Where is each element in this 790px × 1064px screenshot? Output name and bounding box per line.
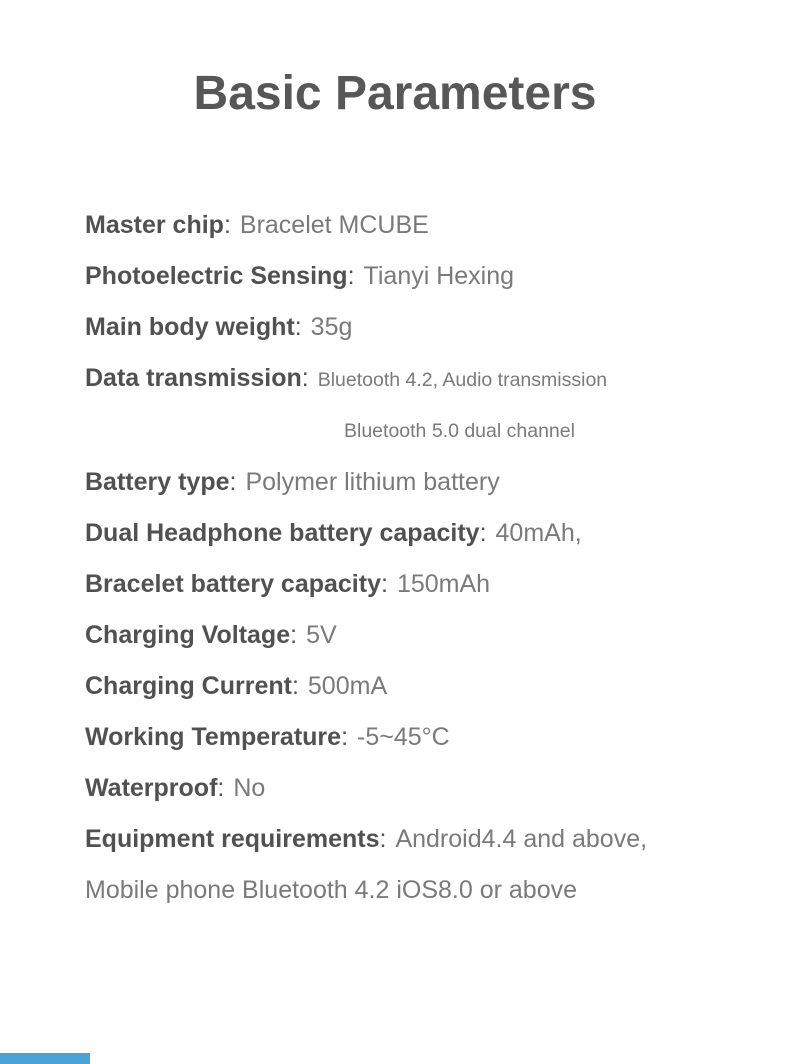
spec-value: Tianyi Hexing — [363, 262, 515, 290]
spec-separator: : — [479, 519, 487, 547]
spec-list — [0, 200, 790, 916]
spec-separator: : — [290, 621, 298, 649]
spec-label: Dual Headphone battery capacity — [85, 519, 480, 547]
spec-value: Android4.4 and above, — [395, 825, 648, 853]
spec-separator: : — [291, 672, 299, 700]
spec-value: -5~45°C — [357, 723, 450, 751]
spec-row-bracelet-battery-capacity — [85, 559, 740, 610]
spec-label: Bracelet battery capacity — [85, 570, 381, 598]
spec-value: Bluetooth 4.2, Audio transmission — [317, 369, 608, 391]
spec-separator: : — [294, 313, 302, 341]
spec-value: 35g — [310, 313, 353, 341]
spec-value: 500mA — [307, 672, 388, 700]
spec-row-main-body-weight — [85, 302, 740, 353]
spec-label: Main body weight — [85, 313, 295, 341]
spec-value: Polymer lithium battery — [245, 468, 500, 496]
spec-label: Equipment requirements — [85, 825, 380, 853]
spec-value: Bracelet MCUBE — [239, 211, 429, 239]
spec-label: Photoelectric Sensing — [85, 262, 348, 290]
spec-row-battery-type — [85, 457, 740, 508]
spec-value: 150mAh — [396, 570, 491, 598]
spec-label: Waterproof — [85, 774, 218, 802]
spec-row-charging-current — [85, 661, 740, 712]
spec-row-data-transmission — [85, 353, 740, 457]
spec-value: No — [233, 774, 266, 802]
spec-separator: : — [217, 774, 225, 802]
spec-row-photoelectric-sensing — [85, 251, 740, 302]
spec-separator: : — [223, 211, 231, 239]
section-divider-bar — [0, 1053, 90, 1064]
spec-value-continuation: Mobile phone Bluetooth 4.2 iOS8.0 or above — [85, 876, 578, 904]
spec-separator: : — [301, 364, 309, 392]
spec-label: Charging Current — [85, 672, 292, 700]
page-title: Basic Parameters — [193, 67, 597, 120]
spec-label: Battery type — [85, 468, 230, 496]
spec-separator: : — [229, 468, 237, 496]
spec-label: Charging Voltage — [85, 621, 291, 649]
spec-label: Working Temperature — [85, 723, 342, 751]
spec-separator: : — [379, 825, 387, 853]
spec-value: 40mAh, — [495, 519, 582, 547]
spec-row-equipment-requirements — [85, 814, 740, 916]
spec-row-dual-headphone-battery-capacity — [85, 508, 740, 559]
spec-row-waterproof — [85, 763, 740, 814]
spec-label: Master chip — [85, 211, 224, 239]
spec-value-continuation: Bluetooth 5.0 dual channel — [344, 420, 575, 442]
spec-row-master-chip — [85, 200, 740, 251]
spec-label: Data transmission — [85, 364, 302, 392]
spec-row-charging-voltage — [85, 610, 740, 661]
spec-separator: : — [380, 570, 388, 598]
spec-value: 5V — [306, 621, 337, 649]
spec-row-working-temperature — [85, 712, 740, 763]
spec-separator: : — [347, 262, 355, 290]
spec-separator: : — [341, 723, 349, 751]
